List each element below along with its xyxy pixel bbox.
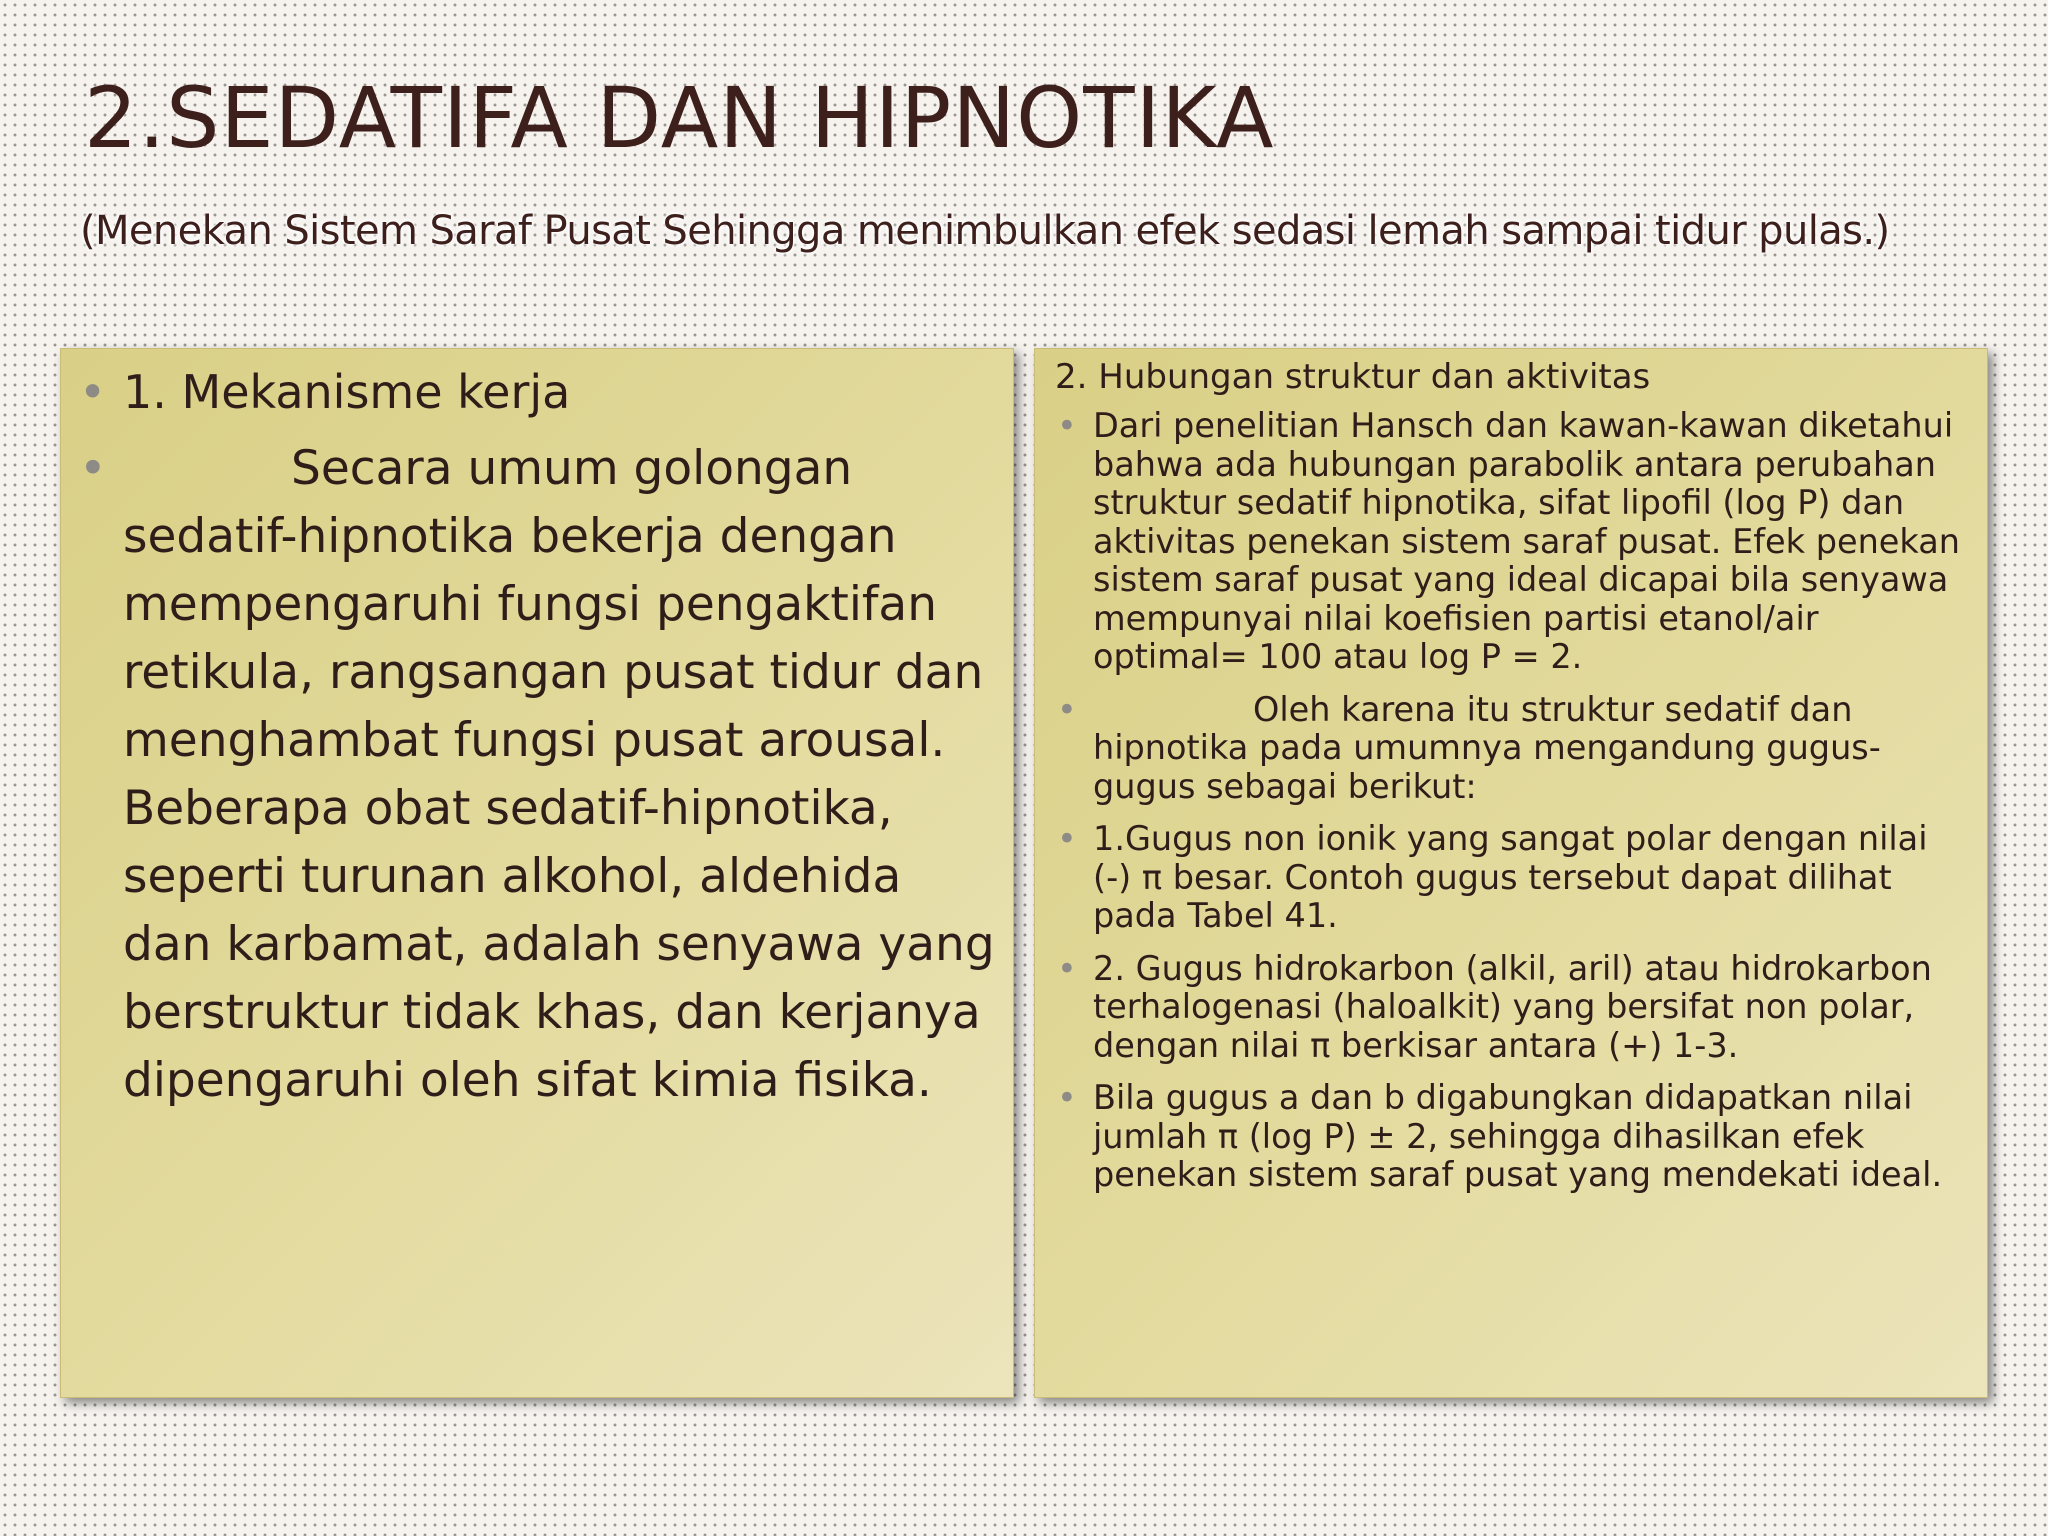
right-content-panel — [1034, 348, 1988, 1398]
slide-title: 2.SEDATIFA DAN HIPNOTIKA — [84, 69, 1275, 167]
bullet-icon: • — [79, 365, 107, 419]
bullet-icon: • — [1057, 689, 1077, 729]
list-item — [1035, 820, 1987, 936]
mechanism-heading: 1. Mekanisme kerja — [123, 365, 571, 419]
list-item-text: Dari penelitian Hansch dan kawan-kawan diketahui bahwa ada hubungan parabolik antara perubahan struktur sedatif hipnotika, sifat lipofil (log P) dan aktivitas penekan sistem saraf pusat. Efek penekan sistem saraf pusat yang ideal dicapai bila senyawa mempunyai nilai koefisien partisi etanol/air optimal= 100 atau log P = 2. — [1093, 406, 1960, 676]
right-bullet-list — [1035, 407, 1987, 1195]
left-list-item-heading — [61, 359, 1013, 425]
list-item — [1035, 407, 1987, 677]
structure-activity-heading: 2. Hubungan struktur dan aktivitas — [1055, 357, 1651, 397]
left-content-panel — [60, 348, 1014, 1398]
bullet-icon: • — [1057, 1078, 1077, 1117]
list-item-text: 2. Gugus hidrokarbon (alkil, aril) atau hidrokarbon terhalogenasi (haloalkit) yang bersifat non polar, dengan nilai π berkisar antara (+) 1-3. — [1093, 948, 1932, 1065]
list-item — [1035, 1079, 1987, 1195]
bullet-icon: • — [79, 441, 107, 496]
slide-subtitle: (Menekan Sistem Saraf Pusat Sehingga menimbulkan efek sedasi lemah sampai tidur pulas.) — [80, 208, 1890, 254]
bullet-icon: • — [1057, 406, 1077, 445]
list-item — [1035, 691, 1987, 807]
bullet-icon: • — [1057, 948, 1077, 988]
list-item — [1035, 950, 1987, 1066]
list-item-text: Bila gugus a dan b digabungkan didapatkan nilai jumlah π (log P) ± 2, sehingga dihasilkan efek penekan sistem saraf pusat yang mendekati ideal. — [1093, 1078, 1943, 1194]
mechanism-text: Secara umum golongan sedatif-hipnotika bekerja dengan mempengaruhi fungsi pengaktifan retikula, rangsangan pusat tidur dan menghambat fungsi pusat arousal. Beberapa obat sedatif-hipnotika, seperti turunan alkohol, aldehida dan karbamat, adalah senyawa yang berstruktur tidak khas, dan kerjanya dipengaruhi oleh sifat kimia fisika. — [123, 441, 995, 1108]
list-item-text: 1.Gugus non ionik yang sangat polar dengan nilai (-) π besar. Contoh gugus tersebut dapat dilihat pada Tabel 41. — [1093, 819, 1928, 935]
left-bullet-list — [61, 359, 1013, 1115]
list-item-text: Oleh karena itu struktur sedatif dan hipnotika pada umumnya mengandung gugus-gugus sebagai berikut: — [1093, 689, 1881, 806]
bullet-icon: • — [1057, 819, 1077, 858]
left-list-item-body — [61, 435, 1013, 1115]
